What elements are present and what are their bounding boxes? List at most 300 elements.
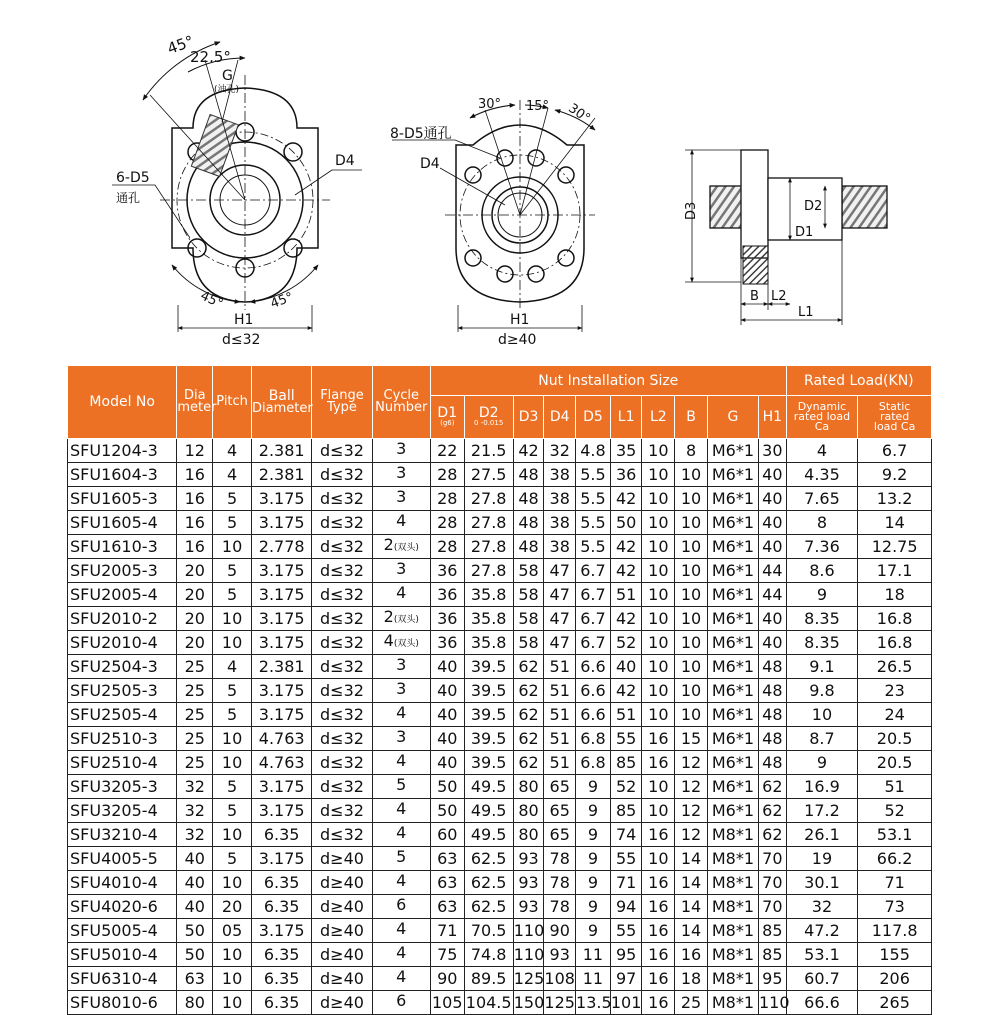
table-cell: 50: [177, 919, 213, 943]
table-cell: 14: [675, 871, 708, 895]
table-cell: 8.7: [786, 727, 858, 751]
table-cell: SFU3210-4: [68, 823, 177, 847]
table-cell: 16: [675, 943, 708, 967]
table-cell: 9.8: [786, 679, 858, 703]
table-cell: 5: [213, 679, 252, 703]
angle-30-left: 30°: [478, 97, 502, 112]
table-cell: 27.5: [464, 463, 513, 487]
table-cell: 10: [642, 655, 675, 679]
table-cell: 16.8: [858, 607, 932, 631]
h1-label-2: H1: [510, 312, 530, 328]
table-row: [68, 703, 932, 727]
table-cell: SFU2010-4: [68, 631, 177, 655]
table-cell: SFU1204-3: [68, 439, 177, 463]
table-cell: 7.36: [786, 535, 858, 559]
table-cell: M6*1: [707, 655, 758, 679]
table-cell: 44: [759, 583, 787, 607]
table-cell: 10: [213, 751, 252, 775]
table-cell: 4: [372, 703, 430, 727]
table-cell: 3.175: [252, 847, 312, 871]
table-cell: 75: [430, 943, 464, 967]
table-cell: 80: [513, 775, 544, 799]
table-cell: 4: [372, 943, 430, 967]
table-cell: M6*1: [707, 751, 758, 775]
table-cell: 125: [513, 967, 544, 991]
table-cell: 40: [430, 751, 464, 775]
technical-drawings: [0, 0, 1000, 360]
table-cell: M8*1: [707, 967, 758, 991]
table-cell: 155: [858, 943, 932, 967]
table-cell: 42: [610, 487, 642, 511]
header-b: B: [675, 396, 708, 439]
table-cell: 10: [213, 991, 252, 1015]
table-cell: 4: [372, 583, 430, 607]
table-row: [68, 535, 932, 559]
table-cell: M6*1: [707, 559, 758, 583]
table-cell: 94: [610, 895, 642, 919]
table-row: [68, 847, 932, 871]
table-cell: 5: [213, 775, 252, 799]
table-cell: 5: [213, 847, 252, 871]
table-cell: 6.8: [576, 727, 611, 751]
angle-15: 15°: [526, 99, 550, 114]
table-cell: 22: [430, 439, 464, 463]
table-cell: 4: [372, 751, 430, 775]
table-cell: 16: [642, 727, 675, 751]
table-cell: 39.5: [464, 751, 513, 775]
table-row: [68, 751, 932, 775]
table-cell: 51: [858, 775, 932, 799]
table-cell: 48: [759, 679, 787, 703]
table-cell: 13.2: [858, 487, 932, 511]
table-cell: 9.1: [786, 655, 858, 679]
table-cell: 12: [675, 775, 708, 799]
table-cell: 28: [430, 463, 464, 487]
table-cell: M8*1: [707, 943, 758, 967]
header-l1: L1: [610, 396, 642, 439]
table-cell: d≤32: [312, 655, 372, 679]
table-cell: 6.35: [252, 991, 312, 1015]
table-row: [68, 583, 932, 607]
table-cell: 17.1: [858, 559, 932, 583]
table-cell: d≤32: [312, 607, 372, 631]
table-cell: 58: [513, 631, 544, 655]
table-cell: M6*1: [707, 799, 758, 823]
table-cell: 10: [675, 511, 708, 535]
table-cell: 10: [642, 631, 675, 655]
table-cell: SFU2505-4: [68, 703, 177, 727]
table-cell: 3: [372, 679, 430, 703]
table-cell: SFU4010-4: [68, 871, 177, 895]
table-cell: 55: [610, 727, 642, 751]
table-cell: 6.6: [576, 655, 611, 679]
l1-label: L1: [798, 305, 814, 320]
header-d5: D5: [576, 396, 611, 439]
table-cell: 16: [177, 511, 213, 535]
table-cell: 93: [544, 943, 576, 967]
table-cell: 101: [610, 991, 642, 1015]
table-cell: 10: [675, 463, 708, 487]
table-cell: M8*1: [707, 871, 758, 895]
table-cell: 9: [576, 847, 611, 871]
header-cycle: Cycle Number: [372, 366, 430, 439]
table-cell: 28: [430, 511, 464, 535]
table-cell: 95: [610, 943, 642, 967]
table-cell: SFU4020-6: [68, 895, 177, 919]
table-cell: 52: [610, 631, 642, 655]
table-cell: 2(双头): [372, 535, 430, 559]
table-cell: d≥40: [312, 895, 372, 919]
header-load-group: Rated Load(KN): [786, 366, 931, 396]
header-d2: D2 0 -0.015: [464, 396, 513, 439]
table-cell: 25: [177, 655, 213, 679]
table-cell: d≤32: [312, 511, 372, 535]
table-cell: 16: [642, 919, 675, 943]
table-cell: M8*1: [707, 991, 758, 1015]
table-cell: 8.35: [786, 607, 858, 631]
table-cell: 25: [177, 679, 213, 703]
table-row: [68, 439, 932, 463]
table-cell: 55: [610, 847, 642, 871]
angle-45-left: 45°: [197, 288, 226, 312]
table-cell: 10: [213, 727, 252, 751]
table-cell: 27.8: [464, 511, 513, 535]
table-cell: 10: [213, 823, 252, 847]
table-cell: 62: [759, 799, 787, 823]
table-cell: 78: [544, 871, 576, 895]
table-cell: 51: [544, 751, 576, 775]
table-cell: 6.7: [576, 631, 611, 655]
table-cell: 3.175: [252, 511, 312, 535]
table-cell: 49.5: [464, 775, 513, 799]
table-row: [68, 799, 932, 823]
table-cell: 42: [610, 535, 642, 559]
table-cell: 6.35: [252, 943, 312, 967]
table-cell: 6.35: [252, 967, 312, 991]
table-cell: 3: [372, 463, 430, 487]
table-cell: 05: [213, 919, 252, 943]
table-cell: 53.1: [858, 823, 932, 847]
table-cell: 58: [513, 607, 544, 631]
table-row: [68, 895, 932, 919]
spec-table: [67, 365, 932, 1015]
table-cell: 110: [759, 991, 787, 1015]
table-cell: 70: [759, 895, 787, 919]
table-cell: d≤32: [312, 799, 372, 823]
table-cell: 58: [513, 559, 544, 583]
table-row: [68, 919, 932, 943]
table-cell: 85: [610, 751, 642, 775]
table-cell: 16.8: [858, 631, 932, 655]
table-cell: 70: [759, 847, 787, 871]
table-cell: 73: [858, 895, 932, 919]
table-cell: 60.7: [786, 967, 858, 991]
table-cell: 12: [675, 799, 708, 823]
table-cell: 32: [177, 799, 213, 823]
table-cell: 3.175: [252, 775, 312, 799]
nut-hatch: [743, 246, 768, 284]
table-cell: 5: [213, 583, 252, 607]
table-cell: 10: [675, 655, 708, 679]
table-cell: 19: [786, 847, 858, 871]
table-cell: 35.8: [464, 631, 513, 655]
spec-table-body: [68, 439, 932, 1015]
table-cell: 3.175: [252, 631, 312, 655]
table-row: [68, 463, 932, 487]
table-row: [68, 607, 932, 631]
table-cell: M6*1: [707, 727, 758, 751]
table-cell: 74.8: [464, 943, 513, 967]
table-cell: 8.35: [786, 631, 858, 655]
table-cell: 51: [544, 727, 576, 751]
table-cell: 12.75: [858, 535, 932, 559]
table-cell: 90: [430, 967, 464, 991]
table-cell: 3.175: [252, 799, 312, 823]
table-cell: 70.5: [464, 919, 513, 943]
table-cell: 3: [372, 559, 430, 583]
table-cell: 4: [213, 655, 252, 679]
table-cell: 27.8: [464, 535, 513, 559]
table-cell: M8*1: [707, 823, 758, 847]
table-cell: d≤32: [312, 751, 372, 775]
table-cell: SFU1604-3: [68, 463, 177, 487]
table-cell: 10: [642, 463, 675, 487]
table-cell: 12: [675, 751, 708, 775]
table-cell: 27.8: [464, 487, 513, 511]
table-cell: 20.5: [858, 727, 932, 751]
table-cell: 5: [213, 511, 252, 535]
table-cell: d≤32: [312, 487, 372, 511]
table-cell: 80: [177, 991, 213, 1015]
table-cell: 85: [610, 799, 642, 823]
g-label: G: [222, 68, 233, 84]
table-cell: 36: [430, 559, 464, 583]
table-cell: 10: [675, 607, 708, 631]
table-cell: 47: [544, 559, 576, 583]
table-cell: 105: [430, 991, 464, 1015]
table-cell: 5.5: [576, 511, 611, 535]
table-cell: 52: [858, 799, 932, 823]
table-cell: M6*1: [707, 775, 758, 799]
header-l2: L2: [642, 396, 675, 439]
table-cell: SFU8010-6: [68, 991, 177, 1015]
angle-45-right: 45°: [268, 289, 296, 312]
table-cell: d≤32: [312, 559, 372, 583]
table-cell: M8*1: [707, 919, 758, 943]
table-cell: 13.5: [576, 991, 611, 1015]
hole-label-8-d5: 8-D5通孔: [390, 126, 452, 142]
table-cell: SFU2510-4: [68, 751, 177, 775]
table-cell: 6.35: [252, 895, 312, 919]
table-cell: d≤32: [312, 463, 372, 487]
l2-label: L2: [771, 289, 787, 304]
table-cell: 63: [430, 871, 464, 895]
table-cell: 20: [177, 583, 213, 607]
table-cell: M8*1: [707, 895, 758, 919]
table-cell: 20: [177, 631, 213, 655]
table-cell: 11: [576, 967, 611, 991]
table-cell: 40: [759, 631, 787, 655]
table-cell: d≤32: [312, 583, 372, 607]
table-cell: 50: [610, 511, 642, 535]
table-cell: 25: [675, 991, 708, 1015]
table-cell: 48: [513, 463, 544, 487]
table-cell: 14: [675, 895, 708, 919]
table-cell: SFU2005-3: [68, 559, 177, 583]
table-cell: 4(双头): [372, 631, 430, 655]
table-cell: d≤32: [312, 535, 372, 559]
table-cell: 10: [675, 631, 708, 655]
table-cell: 10: [642, 703, 675, 727]
table-cell: 10: [642, 535, 675, 559]
table-cell: 93: [513, 847, 544, 871]
table-row: [68, 727, 932, 751]
table-cell: 110: [513, 943, 544, 967]
table-cell: d≤32: [312, 631, 372, 655]
table-cell: 14: [858, 511, 932, 535]
table-cell: 65: [544, 823, 576, 847]
table-cell: 10: [675, 487, 708, 511]
table-cell: 10: [675, 535, 708, 559]
table-cell: 4: [213, 463, 252, 487]
table-cell: SFU2510-3: [68, 727, 177, 751]
table-cell: 10: [675, 583, 708, 607]
table-cell: 10: [642, 799, 675, 823]
table-cell: 10: [213, 607, 252, 631]
table-cell: 10: [675, 703, 708, 727]
table-cell: 6.8: [576, 751, 611, 775]
table-cell: 35: [610, 439, 642, 463]
table-cell: 26.1: [786, 823, 858, 847]
table-cell: M6*1: [707, 535, 758, 559]
table-cell: SFU4005-5: [68, 847, 177, 871]
table-cell: 40: [759, 487, 787, 511]
table-cell: 10: [786, 703, 858, 727]
table-cell: 14: [675, 847, 708, 871]
table-row: [68, 511, 932, 535]
table-cell: 12: [675, 823, 708, 847]
table-cell: 16: [642, 991, 675, 1015]
table-cell: 6.7: [576, 583, 611, 607]
table-cell: 16: [642, 943, 675, 967]
table-cell: 9: [576, 919, 611, 943]
header-diameter: Dia meter: [177, 366, 213, 439]
table-cell: 36: [430, 631, 464, 655]
table-cell: 6.35: [252, 823, 312, 847]
table-cell: 40: [759, 511, 787, 535]
table-cell: 10: [642, 847, 675, 871]
table-cell: 2.778: [252, 535, 312, 559]
table-row: [68, 559, 932, 583]
table-cell: 5: [213, 559, 252, 583]
table-cell: SFU1610-3: [68, 535, 177, 559]
table-cell: 3: [372, 727, 430, 751]
table-cell: 5: [372, 775, 430, 799]
table-cell: 6: [372, 991, 430, 1015]
table-cell: 17.2: [786, 799, 858, 823]
table-cell: d≤32: [312, 823, 372, 847]
table-cell: SFU1605-4: [68, 511, 177, 535]
table-cell: d≥40: [312, 943, 372, 967]
table-cell: 90: [544, 919, 576, 943]
table-cell: 14: [675, 919, 708, 943]
table-cell: M6*1: [707, 607, 758, 631]
table-cell: 21.5: [464, 439, 513, 463]
table-cell: 32: [177, 775, 213, 799]
d2-label: D2: [804, 199, 823, 214]
table-cell: 9: [576, 871, 611, 895]
table-cell: 63: [430, 895, 464, 919]
table-cell: 93: [513, 871, 544, 895]
header-g: G: [707, 396, 758, 439]
table-cell: 63: [430, 847, 464, 871]
table-cell: 32: [177, 823, 213, 847]
table-cell: M6*1: [707, 511, 758, 535]
table-cell: 51: [544, 703, 576, 727]
header-d1: D1 (g6): [430, 396, 464, 439]
table-cell: 9: [576, 799, 611, 823]
table-cell: 50: [430, 775, 464, 799]
table-cell: 5: [213, 487, 252, 511]
table-cell: 20: [177, 607, 213, 631]
header-h1: H1: [759, 396, 787, 439]
table-cell: 52: [610, 775, 642, 799]
table-cell: 95: [759, 967, 787, 991]
g-note: (油孔): [214, 85, 240, 95]
angle-30-right: 30°: [565, 100, 593, 127]
table-cell: 6.7: [858, 439, 932, 463]
angle-22-5: 22.5°: [190, 48, 231, 66]
table-cell: 10: [213, 871, 252, 895]
table-cell: 16.9: [786, 775, 858, 799]
table-cell: 16: [177, 487, 213, 511]
table-cell: 265: [858, 991, 932, 1015]
table-cell: 62.5: [464, 895, 513, 919]
table-cell: 10: [213, 967, 252, 991]
table-cell: 5: [213, 799, 252, 823]
table-cell: 78: [544, 847, 576, 871]
table-cell: 6.6: [576, 703, 611, 727]
table-cell: SFU2504-3: [68, 655, 177, 679]
table-cell: 10: [642, 439, 675, 463]
table-cell: 36: [430, 607, 464, 631]
table-cell: 65: [544, 799, 576, 823]
table-cell: 9: [576, 895, 611, 919]
table-cell: 62: [513, 751, 544, 775]
table-cell: 40: [759, 463, 787, 487]
table-cell: 2(双头): [372, 607, 430, 631]
table-cell: 108: [544, 967, 576, 991]
table-cell: SFU3205-3: [68, 775, 177, 799]
table-cell: 30: [759, 439, 787, 463]
table-cell: 32: [544, 439, 576, 463]
d1-label: D1: [795, 225, 814, 240]
header-static-load: Static rated load Ca: [858, 396, 932, 439]
table-cell: 71: [430, 919, 464, 943]
table-cell: M6*1: [707, 703, 758, 727]
table-cell: 10: [642, 583, 675, 607]
table-cell: 150: [513, 991, 544, 1015]
table-cell: 40: [610, 655, 642, 679]
table-cell: d≤32: [312, 775, 372, 799]
table-cell: 4: [372, 823, 430, 847]
table-cell: 8: [786, 511, 858, 535]
table-cell: SFU5005-4: [68, 919, 177, 943]
screw-right: [842, 186, 887, 228]
header-model: Model No: [68, 366, 177, 439]
table-cell: 23: [858, 679, 932, 703]
table-cell: 48: [759, 751, 787, 775]
